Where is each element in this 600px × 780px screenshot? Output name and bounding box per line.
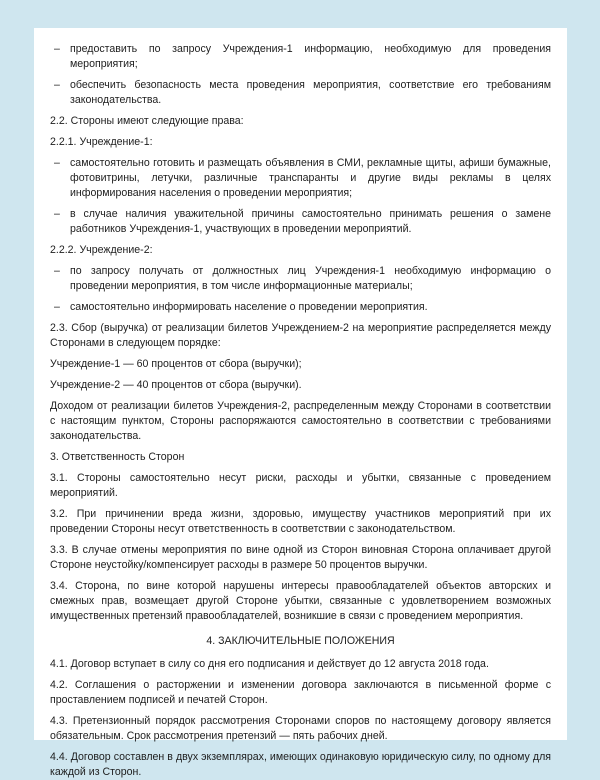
item-text: самостоятельно информировать население о проведении мероприятия. bbox=[70, 301, 428, 313]
section-3-heading: 3. Ответственность Сторон bbox=[50, 451, 185, 463]
clause-3-1: 3.1. Стороны самостоятельно несут риски, расходы и убытки, связанные с проведением мероприятий. bbox=[50, 472, 551, 499]
clause-4-4: 4.4. Договор составлен в двух экземплярах, имеющих одинаковую юридическую силу, по одному для каждой из Сторон. bbox=[50, 751, 551, 778]
list-item bbox=[50, 264, 551, 294]
item-text: предоставить по запросу Учреждения-1 информацию, необходимую для проведения мероприятия; bbox=[70, 43, 551, 70]
clause-4-3: 4.3. Претензионный порядок рассмотрения Сторонами споров по настоящему договору является обязательным. Срок рассмотрения претензий — пять рабочих дней. bbox=[50, 715, 551, 742]
income-paragraph: Доходом от реализации билетов Учреждения-2, распределенным между Сторонами в соответствии с настоящим пунктом, Стороны распоряжаются самостоятельно в соответствии с требованиями законодательства. bbox=[50, 400, 551, 442]
list-item bbox=[50, 300, 551, 315]
item-text: по запросу получать от должностных лиц Учреждения-1 необходимую информацию о проведении мероприятия, в том числе информационные материалы; bbox=[70, 265, 551, 292]
clause-4-1: 4.1. Договор вступает в силу со дня его подписания и действует до 12 августа 2018 года. bbox=[50, 658, 489, 670]
dash-bullet: – bbox=[54, 265, 60, 277]
clause-3-4: 3.4. Сторона, по вине которой нарушены интересы правообладателей объектов авторских и смежных прав, возмещает другой Стороне убытки, связанные с удовлетворением возможных имущественных претензий правообладателей, возникшие в связи с проведением мероприятия. bbox=[50, 580, 551, 622]
clause-2-2: 2.2. Стороны имеют следующие права: bbox=[50, 115, 244, 127]
dash-bullet: – bbox=[54, 301, 60, 313]
list-item bbox=[50, 42, 551, 72]
clause-2-2-2: 2.2.2. Учреждение-2: bbox=[50, 244, 153, 256]
share-institution-1: Учреждение-1 — 60 процентов от сбора (выручки); bbox=[50, 358, 302, 370]
clause-2-2-1: 2.2.1. Учреждение-1: bbox=[50, 136, 153, 148]
dash-bullet: – bbox=[54, 157, 60, 169]
dash-bullet: – bbox=[54, 79, 60, 91]
list-item bbox=[50, 156, 551, 201]
share-institution-2: Учреждение-2 — 40 процентов от сбора (выручки). bbox=[50, 379, 302, 391]
clause-4-2: 4.2. Соглашения о расторжении и изменении договора заключаются в письменной форме с проставлением подписей и печатей Сторон. bbox=[50, 679, 551, 706]
item-text: обеспечить безопасность места проведения мероприятия, соответствие его требованиям законодательства. bbox=[70, 79, 551, 106]
item-text: в случае наличия уважительной причины самостоятельно принимать решения о замене работников Учреждения-1, участвующих в проведении мероприятий. bbox=[70, 208, 551, 235]
item-text: самостоятельно готовить и размещать объявления в СМИ, рекламные щиты, афиши бумажные, фотовитрины, летучки, различные транспаранты и другие виды рекламы в целях информирования населения о проведении мероприятия; bbox=[70, 157, 551, 199]
clause-3-2: 3.2. При причинении вреда жизни, здоровью, имуществу участников мероприятий при их проведении Стороны несут ответственность в соответствии с законодательством. bbox=[50, 508, 551, 535]
list-item bbox=[50, 207, 551, 237]
document-page bbox=[34, 28, 567, 778]
clause-2-3: 2.3. Сбор (выручка) от реализации билетов Учреждением-2 на мероприятие распределяется между Сторонами в следующем порядке: bbox=[50, 322, 551, 349]
clause-3-3: 3.3. В случае отмены мероприятия по вине одной из Сторон виновная Сторона оплачивает другой Стороне неустойку/компенсирует расходы в размере 50 процентов выручки. bbox=[50, 544, 551, 571]
dash-bullet: – bbox=[54, 43, 60, 55]
section-4-heading: 4. ЗАКЛЮЧИТЕЛЬНЫЕ ПОЛОЖЕНИЯ bbox=[206, 635, 395, 647]
dash-bullet: – bbox=[54, 208, 60, 220]
list-item bbox=[50, 78, 551, 108]
